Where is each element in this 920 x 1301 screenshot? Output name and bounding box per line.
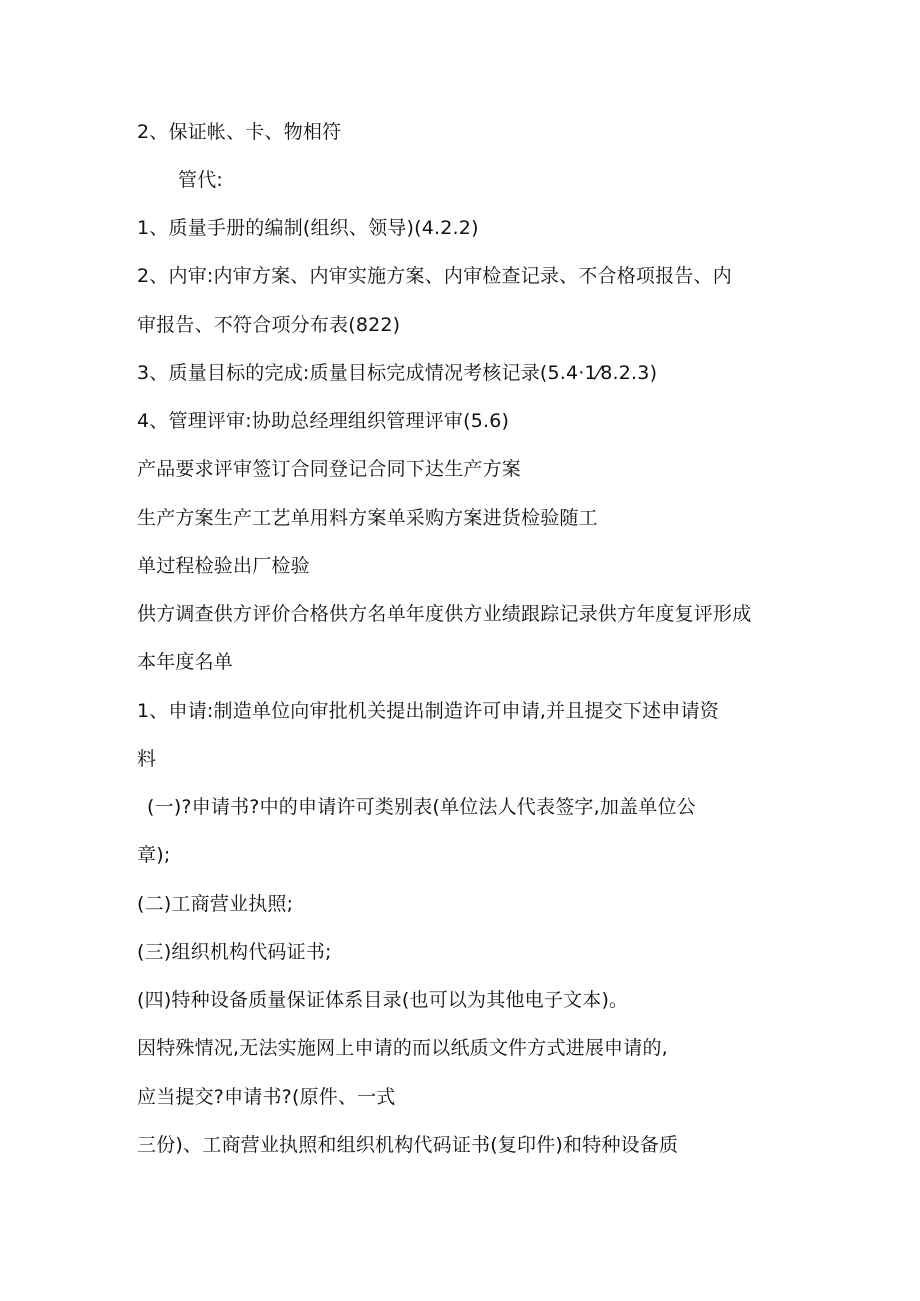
text-line: 本年度名单 (137, 651, 234, 673)
text-line: 审报告、不符合项分布表(822) (137, 314, 401, 336)
text-line: 3、质量目标的完成:质量目标完成情况考核记录(5.4·1⁄8.2.3) (137, 362, 658, 384)
text-line: 单过程检验出厂检验 (137, 555, 310, 577)
text-line: 生产方案生产工艺单用料方案单采购方案进货检验随工 (137, 507, 598, 529)
text-line: 料 (137, 748, 157, 770)
text-line: (三)组织机构代码证书; (137, 941, 332, 963)
text-line: 供方调查供方评价合格供方名单年度供方业绩跟踪记录供方年度复评形成 (137, 603, 752, 625)
text-line: 因特殊情况,无法实施网上申请的而以纸质文件方式进展申请的, (137, 1037, 668, 1059)
text-line: (四)特种设备质量保证体系目录(也可以为其他电子文本)。 (137, 989, 629, 1011)
text-line: 2、保证帐、卡、物相符 (137, 121, 342, 143)
text-line: 1、申请:制造单位向审批机关提出制造许可申请,并且提交下述申请资 (137, 700, 719, 722)
text-line: 管代: (178, 169, 224, 191)
text-line: 4、管理评审:协助总经理组织管理评审(5.6) (137, 410, 510, 432)
text-line: 章); (137, 844, 171, 866)
text-line: 三份)、工商营业执照和组织机构代码证书(复印件)和特种设备质 (137, 1134, 679, 1156)
text-line: (二)工商营业执照; (137, 893, 294, 915)
text-line: 1、质量手册的编制(组织、领导)(4.2.2) (137, 217, 479, 239)
text-line: 产品要求评审签订合同登记合同下达生产方案 (137, 458, 522, 480)
text-line: 应当提交?申请书?(原件、一式 (137, 1086, 396, 1108)
text-line: (一)?申请书?中的申请许可类别表(单位法人代表签字,加盖单位公 (147, 796, 696, 818)
text-line: 2、内审:内审方案、内审实施方案、内审检查记录、不合格项报告、内 (137, 265, 732, 287)
